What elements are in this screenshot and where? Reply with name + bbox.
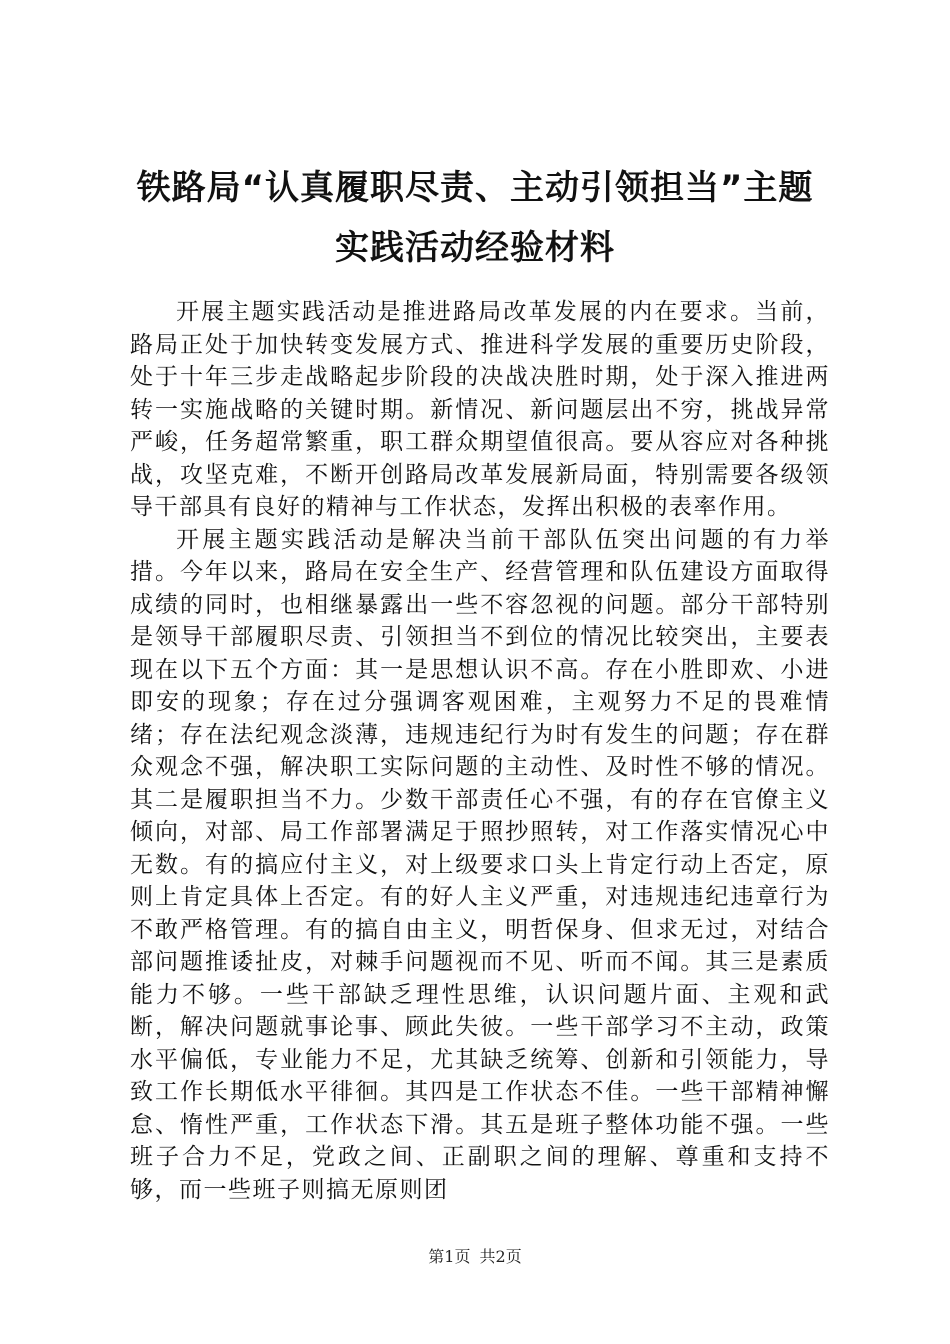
- document-title-line-1: 铁路局“认真履职尽责、主动引领担当”主题: [136, 168, 814, 208]
- document-body: [130, 296, 830, 1206]
- page-footer: [0, 1244, 950, 1267]
- page-total: 共2页: [479, 1247, 522, 1266]
- paragraph-1: 开展主题实践活动是推进路局改革发展的内在要求。当前，路局正处于加快转变发展方式、推进科学发展的重要历史阶段，处于十年三步走战略起步阶段的决战决胜时期，处于深入推进两转一实施战略的关键时期。新情况、新问题层出不穷，挑战异常严峻，任务超常繁重，职工群众期望值很高。要从容应对各种挑战，攻坚克难，不断开创路局改革发展新局面，特别需要各级领导干部具有良好的精神与工作状态，发挥出积极的表率作用。: [130, 299, 830, 520]
- page-number: 第1页: [428, 1247, 471, 1266]
- paragraph-2: 开展主题实践活动是解决当前干部队伍突出问题的有力举措。今年以来，路局在安全生产、经营管理和队伍建设方面取得成绩的同时，也相继暴露出一些不容忽视的问题。部分干部特别是领导干部履职尽责、引领担当不到位的情况比较突出，主要表现在以下五个方面：其一是思想认识不高。存在小胜即欢、小进即安的现象；存在过分强调客观困难，主观努力不足的畏难情绪；存在法纪观念淡薄，违规违纪行为时有发生的问题；存在群众观念不强，解决职工实际问题的主动性、及时性不够的情况。其二是履职担当不力。少数干部责任心不强，有的存在官僚主义倾向，对部、局工作部署满足于照抄照转，对工作落实情况心中无数。有的搞应付主义，对上级要求口头上肯定行动上否定，原则上肯定具体上否定。有的好人主义严重，对违规违纪违章行为不敢严格管理。有的搞自由主义，明哲保身、但求无过，对结合部问题推诿扯皮，对棘手问题视而不见、听而不闻。其三是素质能力不够。一些干部缺乏理性思维，认识问题片面、主观和武断，解决问题就事论事、顾此失彼。一些干部学习不主动，政策水平偏低，专业能力不足，尤其缺乏统筹、创新和引领能力，导致工作长期低水平徘徊。其四是工作状态不佳。一些干部精神懈怠、惰性严重，工作状态下滑。其五是班子整体功能不强。一些班子合力不足，党政之间、正副职之间的理解、尊重和支持不够，而一些班子则搞无原则团: [130, 526, 830, 1203]
- document-title-line-2: 实践活动经验材料: [335, 228, 615, 268]
